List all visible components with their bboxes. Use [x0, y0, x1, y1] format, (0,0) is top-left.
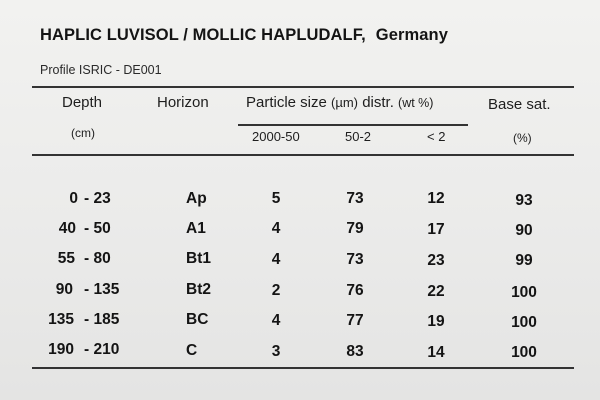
title-soil-names: HAPLIC LUVISOL / MOLLIC HAPLUDALF,: [40, 26, 366, 44]
particle-size-subrule: [238, 124, 468, 126]
horizon-code: Bt1: [186, 250, 211, 267]
header-particle-unit: (µm): [331, 95, 359, 110]
clay-value: 19: [427, 313, 445, 330]
depth-from: 40: [58, 220, 76, 237]
header-base-sat: Base sat.: [488, 96, 551, 113]
base-sat-value: 100: [511, 284, 537, 301]
depth-to: - 80: [84, 250, 111, 267]
depth-to: - 50: [84, 220, 111, 237]
sand-value: 4: [271, 312, 281, 329]
header-base-unit: (%): [513, 131, 532, 145]
horizon-code: C: [186, 342, 198, 359]
base-sat-value: 93: [515, 192, 533, 209]
sand-value: 4: [271, 220, 281, 237]
depth-to: - 23: [84, 190, 111, 207]
sand-value: 5: [271, 190, 281, 207]
profile-id: Profile ISRIC - DE001: [40, 63, 162, 77]
horizon-code: Bt2: [186, 281, 211, 298]
table-title: [40, 26, 448, 45]
depth-to: - 185: [84, 311, 120, 328]
title-country: Germany: [375, 26, 449, 44]
depth-from: 190: [48, 341, 74, 358]
header-depth: Depth: [62, 94, 103, 111]
header-particle-size-label: Particle size: [246, 94, 327, 111]
header-sub-clay: < 2: [427, 129, 446, 144]
header-sub-silt: 50-2: [345, 129, 372, 144]
depth-from: 0: [69, 190, 78, 207]
header-particle-size: [246, 94, 433, 111]
clay-value: 22: [427, 283, 445, 300]
top-rule: [32, 86, 574, 88]
sand-value: 2: [271, 282, 281, 299]
silt-value: 79: [346, 220, 364, 237]
base-sat-value: 90: [515, 222, 533, 239]
header-horizon: Horizon: [157, 94, 209, 111]
silt-value: 77: [346, 312, 364, 329]
horizon-code: BC: [186, 311, 209, 328]
clay-value: 23: [427, 252, 445, 269]
clay-value: 12: [427, 190, 445, 207]
bottom-rule: [32, 367, 574, 369]
clay-value: 17: [427, 221, 445, 238]
sand-value: 4: [271, 251, 281, 268]
header-depth-unit: (cm): [71, 126, 95, 140]
header-sub-sand: 2000-50: [252, 129, 300, 144]
header-particle-wt: (wt %): [398, 96, 434, 110]
depth-to: - 210: [84, 341, 120, 358]
horizon-code: A1: [186, 220, 206, 237]
sand-value: 3: [271, 343, 281, 360]
clay-value: 14: [427, 344, 445, 361]
depth-from: 55: [57, 250, 75, 267]
horizon-code: Ap: [186, 190, 207, 207]
base-sat-value: 100: [511, 344, 537, 361]
base-sat-value: 100: [511, 314, 537, 331]
silt-value: 76: [346, 282, 364, 299]
header-particle-distr: distr.: [362, 94, 394, 111]
silt-value: 73: [346, 190, 364, 207]
silt-value: 83: [346, 343, 364, 360]
silt-value: 73: [346, 251, 364, 268]
depth-from: 135: [48, 311, 74, 328]
header-rule: [32, 154, 574, 156]
base-sat-value: 99: [515, 252, 533, 269]
depth-from: 90: [55, 281, 73, 298]
depth-to: - 135: [84, 281, 120, 298]
